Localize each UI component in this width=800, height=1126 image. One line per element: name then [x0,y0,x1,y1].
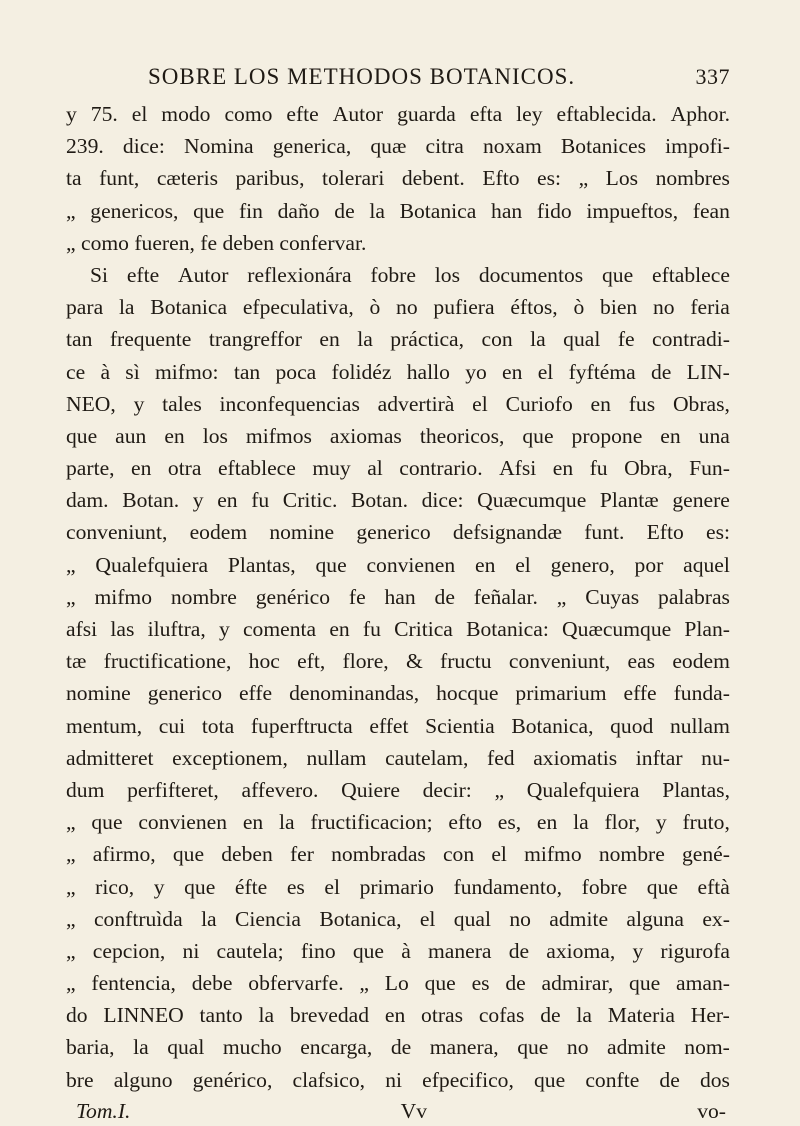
text-line: „ afirmo, que deben fer nombradas con el mifmo nombre gené- [66,842,730,867]
text-line: que aun en los mifmos axiomas theoricos, que propone en una [66,423,730,448]
text-line: y 75. el modo como efte Autor guarda efta ley eftablecida. Aphor. [66,102,730,126]
text-line: do LINNEO tanto la brevedad en otras cofas de la Materia Her- [66,1003,730,1028]
text-line: conveniunt, eodem nomine generico defsignandæ funt. Efto es: [66,520,730,545]
page-footer [66,1096,730,1126]
text-line: „ como fueren, fe deben confervar. [66,230,367,255]
text-line: „ que convienen en la fructificacion; efto es, en la flor, y fruto, [66,810,730,835]
text-line: bre alguno genérico, clafsico, ni efpecifico, que confte de dos [66,1067,730,1092]
text-line: tæ fructificatione, hoc eft, flore, & fructu conveniunt, eas eodem [66,649,730,674]
text-line: admitteret exceptionem, nullam cautelam, fed axiomatis inftar nu- [66,745,730,770]
running-head [148,64,730,92]
text-line: ta funt, cæteris paribus, tolerari debent. Efto es: „ Los nombres [66,166,730,191]
signature-mark: Tom.I. [76,1098,131,1123]
running-title: SOBRE LOS METHODOS BOTANICOS. [148,64,576,89]
text-line: para la Botanica efpeculativa, ò no pufiera éftos, ò bien no feria [66,295,730,320]
catchword: vo- [697,1098,726,1123]
text-line: NEO, y tales inconfequencias advertirà el Curiofo en fus Obras, [66,391,730,416]
gathering-mark: Vv [400,1098,427,1123]
text-line: afsi las iluftra, y comenta en fu Critica Botanica: Quæcumque Plan- [66,617,730,641]
text-line: „ conftruìda la Ciencia Botanica, el qual no admite alguna ex- [66,906,730,931]
text-line: ce à sì mifmo: tan poca folidéz hallo yo en el fyftéma de LIN- [66,359,730,384]
text-line: mentum, cui tota fuperftructa effet Scientia Botanica, quod nullam [66,713,730,738]
text-line: Si efte Autor reflexionára fobre los documentos que eftablece [90,262,730,287]
text-line: „ mifmo nombre genérico fe han de feñalar. „ Cuyas palabras [66,584,730,609]
text-line: dum perfifteret, affevero. Quiere decir: „ Qualefquiera Plantas, [66,777,730,802]
text-line: „ Qualefquiera Plantas, que convienen en el genero, por aquel [66,552,730,577]
text-line: tan frequente trangreffor en la práctica, con la qual fe contradi- [66,327,730,352]
text-line: baria, la qual mucho encarga, de manera, que no admite nom- [66,1035,730,1060]
text-line: parte, en otra eftablece muy al contrario. Afsi en fu Obra, Fun- [66,456,730,481]
page-number: 337 [695,64,730,89]
text-line: dam. Botan. y en fu Critic. Botan. dice: Quæcumque Plantæ genere [66,488,730,513]
text-line: „ genericos, que fin daño de la Botanica han fido impueftos, fean [66,198,730,223]
text-line: nomine generico effe denominandas, hocque primarium effe funda- [66,681,730,706]
text-line: „ fentencia, debe obfervarfe. „ Lo que es de admirar, que aman- [66,971,730,996]
text-line: „ cepcion, ni cautela; fino que à manera de axioma, y rigurofa [66,938,730,963]
text-line: „ rico, y que éfte es el primario fundamento, fobre que eftà [66,874,730,899]
body-text [66,98,730,1096]
text-line: 239. dice: Nomina generica, quæ citra noxam Botanices impofi- [66,134,730,159]
